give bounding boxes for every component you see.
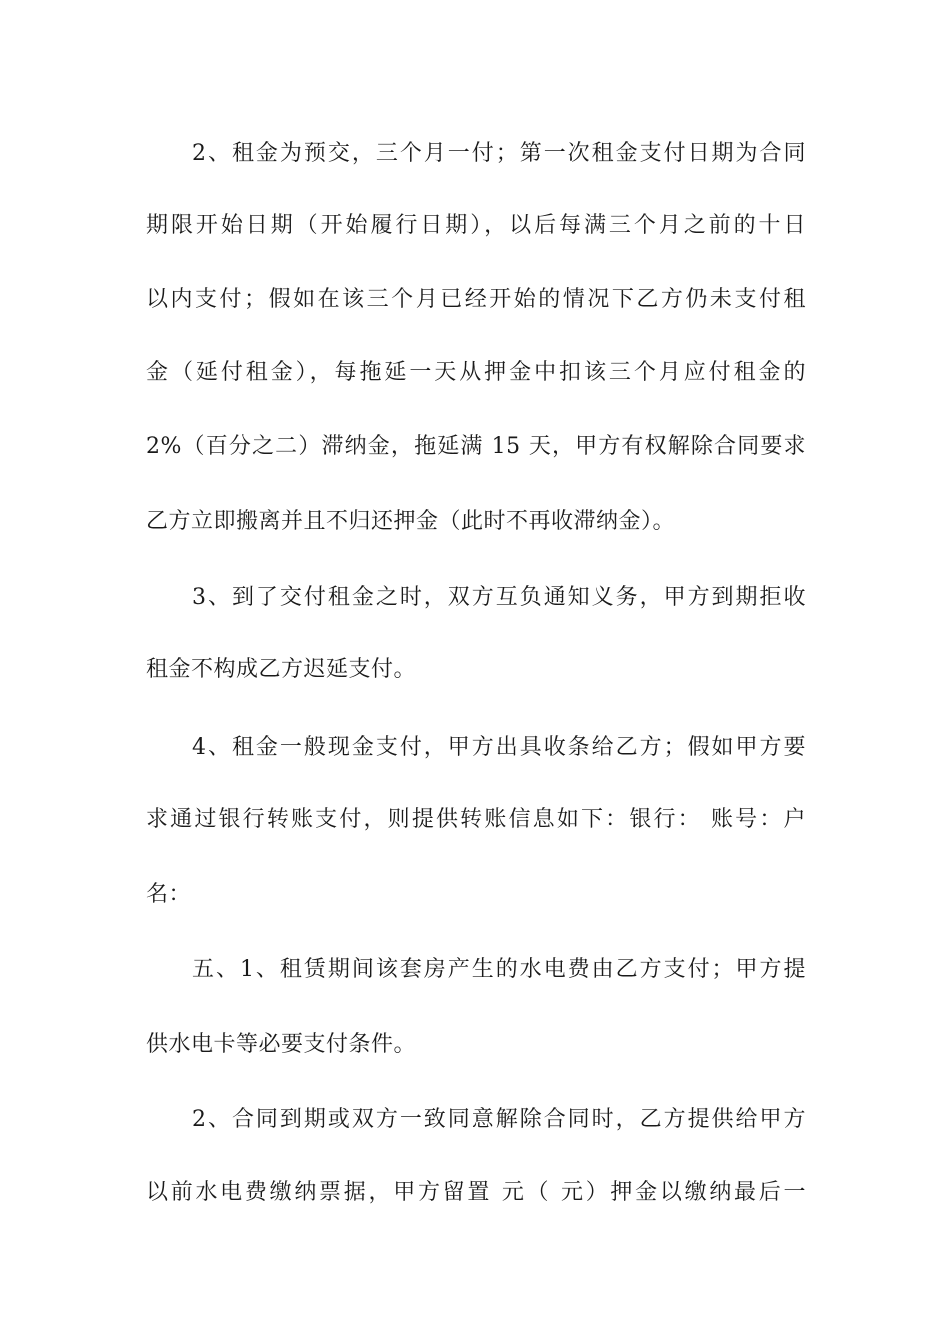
paragraph-line-15: 以前水电费缴纳票据，甲方留置 元（ 元）押金以缴纳最后一 xyxy=(146,1180,806,1205)
paragraph-line-6: 乙方立即搬离并且不归还押金（此时不再收滞纳金）。 xyxy=(146,509,676,534)
paragraph-line-9: 4、租金一般现金支付，甲方出具收条给乙方；假如甲方要 xyxy=(192,735,806,760)
paragraph-line-5: 2%（百分之二）滞纳金，拖延满 15 天，甲方有权解除合同要求 xyxy=(146,434,806,459)
paragraph-line-7: 3、到了交付租金之时，双方互负通知义务，甲方到期拒收 xyxy=(192,585,806,610)
paragraph-line-10: 求通过银行转账支付，则提供转账信息如下：银行： 账号：户 xyxy=(146,807,806,832)
paragraph-line-1: 2、租金为预交，三个月一付；第一次租金支付日期为合同 xyxy=(192,141,806,166)
paragraph-line-4: 金（延付租金），每拖延一天从押金中扣该三个月应付租金的 xyxy=(146,360,806,385)
paragraph-line-3: 以内支付；假如在该三个月已经开始的情况下乙方仍未支付租 xyxy=(146,287,806,312)
paragraph-line-13: 供水电卡等必要支付条件。 xyxy=(146,1032,417,1057)
paragraph-line-2: 期限开始日期（开始履行日期），以后每满三个月之前的十日 xyxy=(146,213,806,238)
paragraph-line-12: 五、1、租赁期间该套房产生的水电费由乙方支付；甲方提 xyxy=(192,957,806,982)
paragraph-line-8: 租金不构成乙方迟延支付。 xyxy=(146,657,417,682)
paragraph-line-11: 名： xyxy=(146,882,192,907)
paragraph-line-14: 2、合同到期或双方一致同意解除合同时，乙方提供给甲方 xyxy=(192,1107,806,1132)
